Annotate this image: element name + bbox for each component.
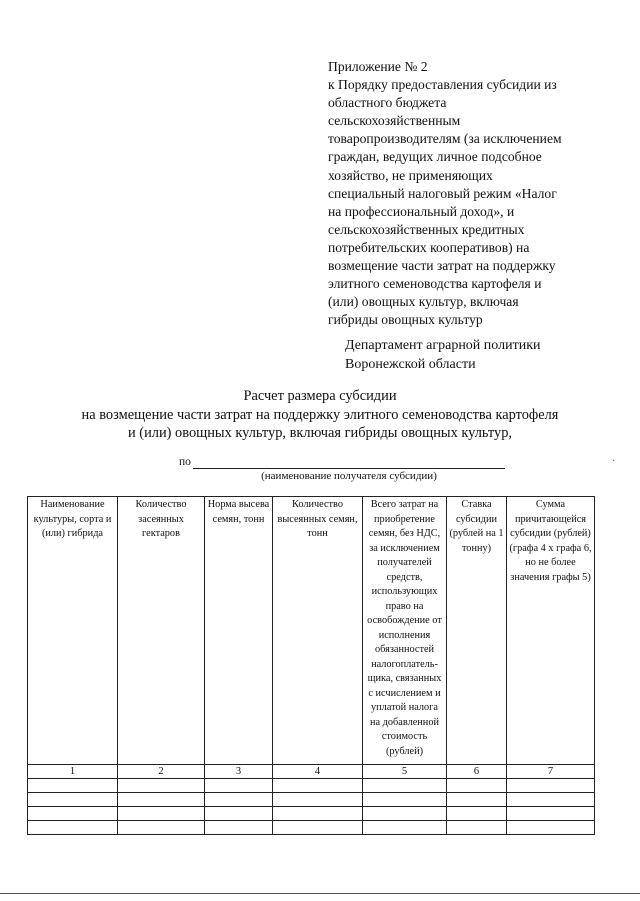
column-number: 2: [118, 765, 205, 779]
table-cell[interactable]: [363, 779, 447, 793]
header-crop-name: Наименование культуры, сорта и (или) гибрида: [28, 497, 118, 765]
appendix-line: на профессиональный доход», и: [328, 203, 515, 219]
header-subsidy-rate: Ставка субсидии (рублей на 1 тонну): [447, 497, 507, 765]
document-subtitle: на возмещение части затрат на поддержку элитного семеноводства картофеля: [81, 407, 559, 423]
document-title: Расчет размера субсидии: [243, 388, 397, 404]
table-cell[interactable]: [118, 793, 205, 807]
table-cell[interactable]: [205, 793, 273, 807]
recipient-caption: (наименование получателя субсидии): [261, 470, 437, 482]
appendix-line: специальный налоговый режим «Налог: [328, 185, 557, 201]
appendix-line: областного бюджета: [328, 95, 447, 111]
table-cell[interactable]: [118, 779, 205, 793]
appendix-line: возмещение части затрат на поддержку: [328, 258, 556, 274]
table-cell[interactable]: [273, 807, 363, 821]
header-total-costs: Всего затрат на приобретение семян, без НДС, за исключением получателей средств, использующих право на освобождение от исполнения обязанностей налогоплатель-щика, связанных с исчислением и уплатой налога на добавленной стоимость (рублей): [363, 497, 447, 765]
table-cell[interactable]: [118, 821, 205, 835]
appendix-line: к Порядку предоставления субсидии из: [328, 77, 557, 93]
table-cell[interactable]: [507, 821, 595, 835]
table-header-row: [28, 497, 595, 765]
table-cell[interactable]: [363, 821, 447, 835]
document-subtitle-cont: и (или) овощных культур, включая гибриды овощных культур,: [127, 425, 512, 441]
appendix-line: сельскохозяйственным: [328, 113, 461, 129]
table-cell[interactable]: [273, 779, 363, 793]
appendix-line: (или) овощных культур, включая: [328, 294, 519, 310]
appendix-line: Приложение № 2: [328, 59, 428, 74]
column-number: 3: [205, 765, 273, 779]
table-cell[interactable]: [363, 793, 447, 807]
table-cell[interactable]: [273, 821, 363, 835]
column-number: 6: [447, 765, 507, 779]
scan-bottom-edge: [0, 893, 640, 894]
subsidy-table: [27, 496, 595, 835]
table-row: [28, 793, 595, 807]
table-cell[interactable]: [507, 807, 595, 821]
table-cell[interactable]: [507, 779, 595, 793]
header-seeding-rate: Норма высева семян, тонн: [205, 497, 273, 765]
table-cell[interactable]: [507, 793, 595, 807]
table-cell[interactable]: [28, 793, 118, 807]
recipient-fill-line[interactable]: [193, 468, 505, 469]
table-row: [28, 779, 595, 793]
column-number: 1: [28, 765, 118, 779]
recipient-prefix: по: [179, 456, 191, 468]
header-subsidy-amount: Сумма причитающейся субсидии (рублей) (графа 4 х графа 6, но не более значения графы 5): [507, 497, 595, 765]
column-number: 7: [507, 765, 595, 779]
appendix-line: потребительских кооперативов) на: [328, 239, 530, 255]
appendix-line: граждан, ведущих личное подсобное: [328, 149, 542, 165]
table-cell[interactable]: [28, 821, 118, 835]
appendix-block: [328, 58, 628, 329]
appendix-line: товаропроизводителям (за исключением: [328, 131, 562, 147]
appendix-line: элитного семеноводства картофеля и: [328, 276, 542, 292]
column-number: 4: [273, 765, 363, 779]
appendix-line: хозяйство, не применяющих: [328, 167, 493, 183]
department-region: Воронежской области: [345, 356, 476, 372]
table-cell[interactable]: [447, 793, 507, 807]
table-row: [28, 821, 595, 835]
table-cell[interactable]: [363, 807, 447, 821]
table-cell[interactable]: [447, 807, 507, 821]
header-hectares: Количество засеянных гектаров: [118, 497, 205, 765]
table-cell[interactable]: [273, 793, 363, 807]
table-cell[interactable]: [28, 779, 118, 793]
appendix-line: гибриды овощных культур: [328, 312, 483, 328]
table-cell[interactable]: [205, 821, 273, 835]
table-row: [28, 807, 595, 821]
table-cell[interactable]: [447, 821, 507, 835]
appendix-line: сельскохозяйственных кредитных: [328, 221, 525, 237]
scan-mark: ·: [612, 456, 616, 467]
table-cell[interactable]: [205, 779, 273, 793]
table-cell[interactable]: [205, 807, 273, 821]
table-cell[interactable]: [118, 807, 205, 821]
column-number: 5: [363, 765, 447, 779]
department-block: [345, 337, 541, 374]
column-number-row: [28, 765, 595, 779]
department-name: Департамент аграрной политики: [345, 338, 541, 353]
header-seeds-sown: Количество высеянных семян, тонн: [273, 497, 363, 765]
table-cell[interactable]: [447, 779, 507, 793]
table-cell[interactable]: [28, 807, 118, 821]
